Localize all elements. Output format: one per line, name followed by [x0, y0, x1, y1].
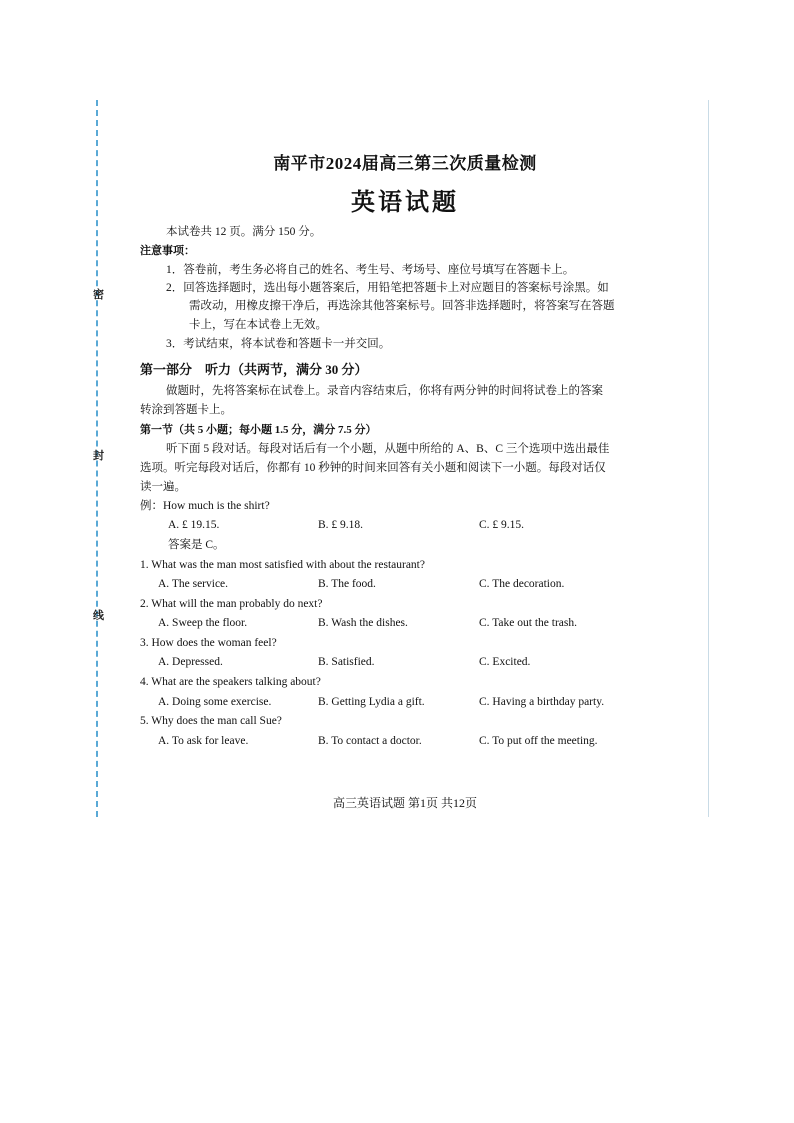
question-5: 5. Why does the man call Sue? [140, 715, 282, 727]
example-option-c: C. £ 9.15. [479, 519, 525, 531]
section1-instruction: 读一遍。 [140, 481, 186, 493]
q3-option-c: C. Excited. [479, 656, 531, 668]
page-footer: 高三英语试题 第1页 共12页 [332, 796, 477, 810]
part1-heading-line [140, 363, 368, 377]
part1-heading-note: （共两节，满分 30 分） [231, 362, 368, 377]
margin-char-mi: 密 [93, 288, 104, 301]
q3-option-b: B. Satisfied. [318, 656, 375, 668]
intro-text: 本试卷共 12 页。满分 150 分。 [166, 226, 322, 238]
margin-char-feng: 封 [93, 449, 104, 462]
q5-option-c: C. To put off the meeting. [479, 735, 598, 747]
section1-instruction: 选项。听完每段对话后，你都有 10 秒钟的时间来回答有关小题和阅读下一小题。每段对话仅 [140, 462, 606, 474]
question-3: 3. How does the woman feel? [140, 637, 277, 649]
q4-option-a: A. Doing some exercise. [158, 696, 272, 708]
q1-option-b: B. The food. [318, 578, 376, 590]
notice-item: 需改动，用橡皮擦干净后，再选涂其他答案标号。回答非选择题时，将答案写在答题 [189, 300, 615, 312]
q4-option-c: C. Having a birthday party. [479, 696, 605, 708]
part1-instruction: 转涂到答题卡上。 [140, 404, 232, 416]
q1-option-a: A. The service. [158, 578, 229, 590]
q2-option-c: C. Take out the trash. [479, 617, 577, 629]
q1-option-c: C. The decoration. [479, 578, 565, 590]
example-option-a: A. £ 19.15. [168, 519, 220, 531]
q2-option-a: A. Sweep the floor. [158, 617, 248, 629]
margin-char-xian: 线 [93, 609, 104, 622]
q3-option-a: A. Depressed. [158, 656, 223, 668]
q5-option-b: B. To contact a doctor. [318, 735, 422, 747]
right-margin-rule [708, 100, 709, 817]
q2-option-b: B. Wash the dishes. [318, 617, 408, 629]
notice-item: 3．考试结束，将本试卷和答题卡一并交回。 [166, 338, 391, 350]
section1-instruction: 听下面 5 段对话。每段对话后有一个小题，从题中所给的 A、B、C 三个选项中选出最佳 [166, 443, 610, 455]
example-option-b: B. £ 9.18. [318, 519, 364, 531]
section1-heading: 第一节（共 5 小题；每小题 1.5 分，满分 7.5 分） [140, 424, 377, 436]
question-1: 1. What was the man most satisfied with about the restaurant? [140, 559, 425, 571]
question-2: 2. What will the man probably do next? [140, 598, 323, 610]
example-answer: 答案是 C。 [168, 539, 225, 551]
part1-instruction: 做题时，先将答案标在试卷上。录音内容结束后，你将有两分钟的时间将试卷上的答案 [166, 385, 603, 397]
part1-heading: 第一部分 听力 [140, 362, 232, 377]
notice-heading: 注意事项： [140, 245, 195, 257]
q5-option-a: A. To ask for leave. [158, 735, 249, 747]
subject-title: 英语试题 [351, 190, 459, 216]
q4-option-b: B. Getting Lydia a gift. [318, 696, 425, 708]
question-4: 4. What are the speakers talking about? [140, 676, 321, 688]
notice-item: 1．答卷前，考生务必将自己的姓名、考生号、考场号、座位号填写在答题卡上。 [166, 264, 575, 276]
example-question: 例：How much is the shirt? [140, 500, 270, 512]
notice-item: 卡上，写在本试卷上无效。 [189, 319, 327, 331]
notice-item: 2．回答选择题时，选出每小题答案后，用铅笔把答题卡上对应题目的答案标号涂黑。如 [166, 282, 609, 294]
exam-title: 南平市2024届高三第三次质量检测 [273, 154, 537, 173]
